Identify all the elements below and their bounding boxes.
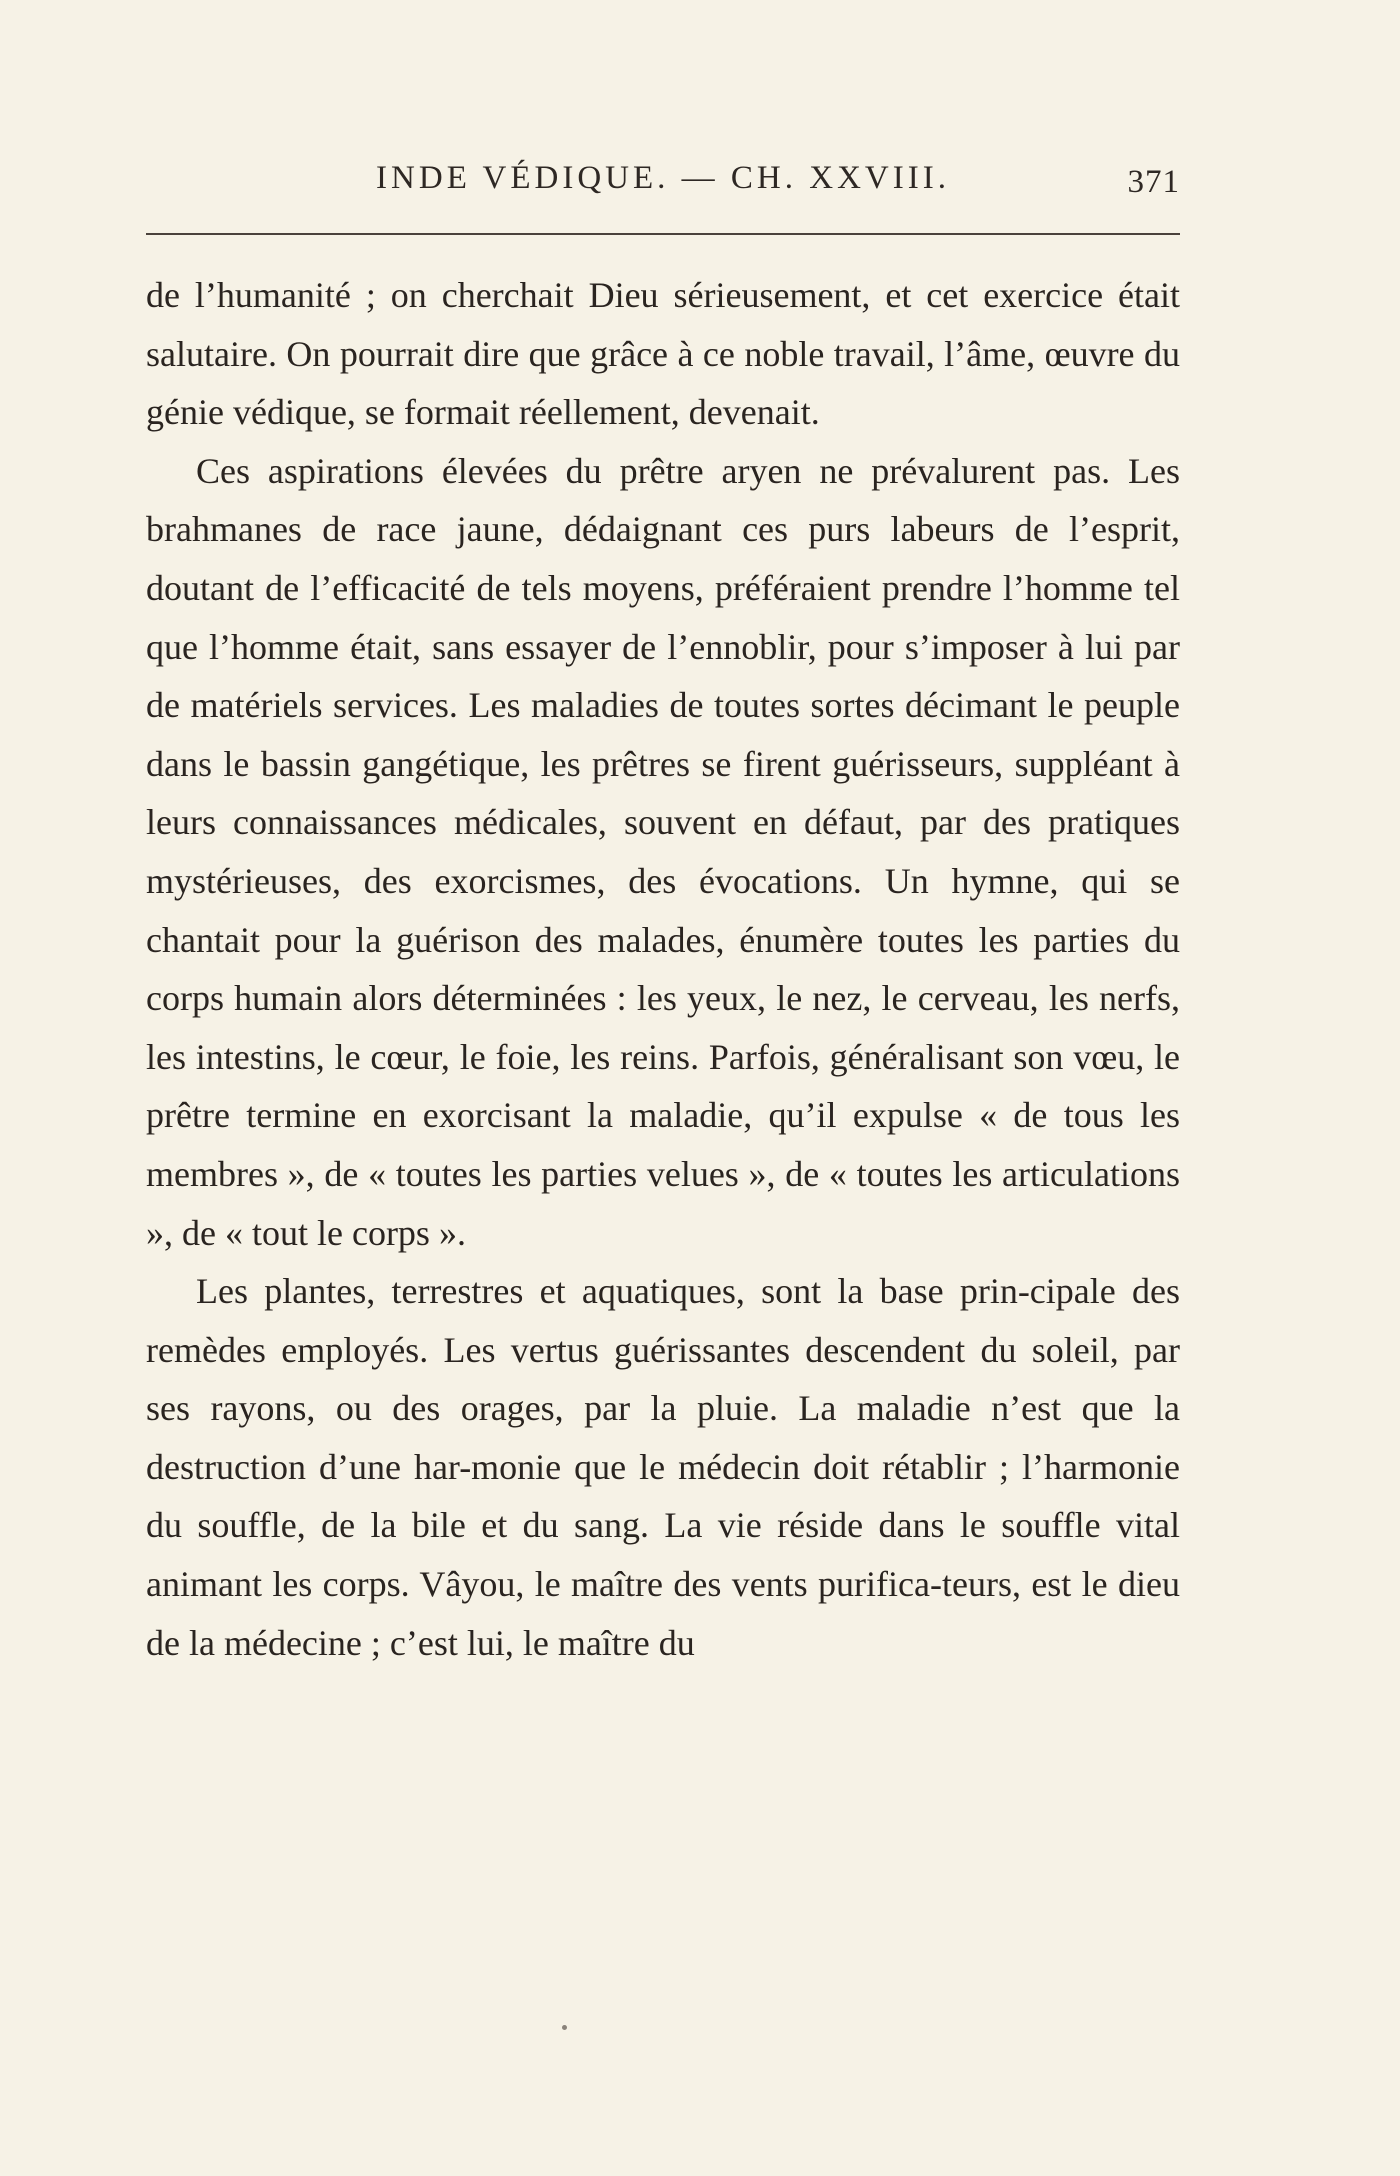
paper-speck: [562, 2025, 567, 2030]
running-title: INDE VÉDIQUE. — CH. XXVIII.: [376, 160, 950, 196]
paragraph-continuation: de l’humanité ; on cherchait Dieu sérieusement, et cet exercice était salutaire. On pourrait dire que grâce à ce noble travail, l’âme, œuvre du génie védique, se formait réellement, devenait.: [146, 275, 1180, 433]
running-head: [146, 160, 1180, 216]
page-number: 371: [1127, 164, 1180, 200]
body-text: [146, 266, 1180, 1672]
paragraph-plantes: Les plantes, terrestres et aquatiques, sont la base prin-cipale des remèdes employés. Les vertus guérissantes descendent du soleil, par ses rayons, ou des orages, par la pluie. La maladie n’est que la destruction d’une har-monie que le médecin doit rétablir ; l’harmonie du souffle, de la bile et du sang. La vie réside dans le souffle vital animant les corps. Vâyou, le maître des vents purifica-teurs, est le dieu de la médecine ; c’est lui, le maître du: [146, 1271, 1180, 1663]
paragraph-aspirations: Ces aspirations élevées du prêtre aryen ne prévalurent pas. Les brahmanes de race jaune, dédaignant ces purs labeurs de l’esprit, doutant de l’efficacité de tels moyens, préféraient prendre l’homme tel que l’homme était, sans essayer de l’ennoblir, pour s’imposer à lui par de matériels services. Les maladies de toutes sortes décimant le peuple dans le bassin gangétique, les prêtres se firent guérisseurs, suppléant à leurs connaissances médicales, souvent en défaut, par des pratiques mystérieuses, des exorcismes, des évocations. Un hymne, qui se chantait pour la guérison des malades, énumère toutes les parties du corps humain alors déterminées : les yeux, le nez, le cerveau, les nerfs, les intestins, le cœur, le foie, les reins. Parfois, généralisant son vœu, le prêtre termine en exorcisant la maladie, qu’il expulse « de tous les membres », de « toutes les parties velues », de « toutes les articulations », de « tout le corps ».: [146, 450, 1180, 1253]
header-rule: [146, 233, 1180, 235]
